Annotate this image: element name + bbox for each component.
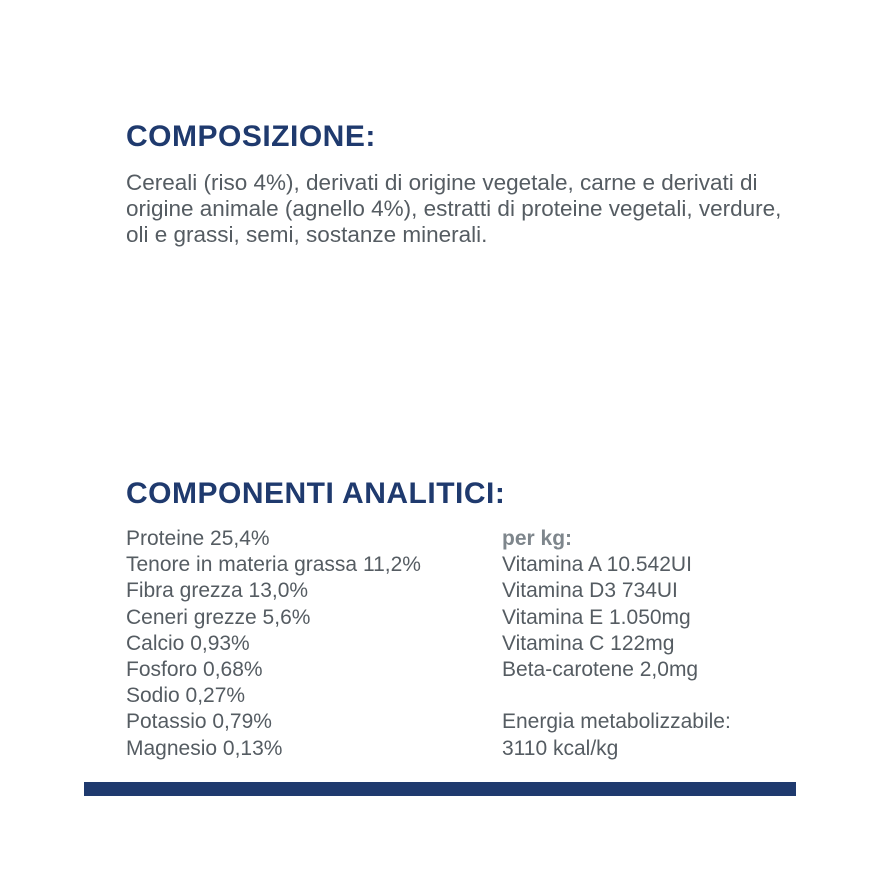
composition-text: Cereali (riso 4%), derivati di origine vegetale, carne e derivati di origine animale (agnello 4%), estratti di proteine vegetali, verdure, oli e grassi, semi, sostanze minerali. (126, 170, 782, 247)
energy-value: 3110 kcal/kg (502, 736, 619, 760)
sodium-value: Sodio 0,27% (126, 684, 246, 708)
phosphorus-value: Fosforo 0,68% (126, 657, 263, 681)
fibre-value: Fibra grezza 13,0% (126, 579, 309, 603)
per-kg-label: per kg: (502, 527, 573, 550)
analytical-components-heading: COMPONENTI ANALITICI: (126, 477, 506, 510)
beta-carotene-value: Beta-carotene 2,0mg (502, 657, 699, 681)
potassium-value: Potassio 0,79% (126, 710, 272, 734)
ash-value: Ceneri grezze 5,6% (126, 605, 311, 629)
energy-label: Energia metabolizzabile: (502, 710, 731, 734)
vitamin-a-value: Vitamina A 10.542UI (502, 553, 692, 577)
calcium-value: Calcio 0,93% (126, 631, 250, 655)
vitamin-d3-value: Vitamina D3 734UI (502, 579, 678, 603)
analytical-values-list (126, 526, 421, 762)
protein-value: Proteine 25,4% (126, 527, 270, 550)
vitamin-e-value: Vitamina E 1.050mg (502, 605, 691, 629)
fat-value: Tenore in materia grassa 11,2% (126, 553, 421, 577)
footer-bar (84, 782, 796, 796)
composition-heading: COMPOSIZIONE: (126, 120, 376, 153)
magnesium-value: Magnesio 0,13% (126, 736, 283, 760)
spacer (502, 683, 731, 709)
vitamin-c-value: Vitamina C 122mg (502, 631, 675, 655)
vitamins-list (502, 526, 731, 762)
